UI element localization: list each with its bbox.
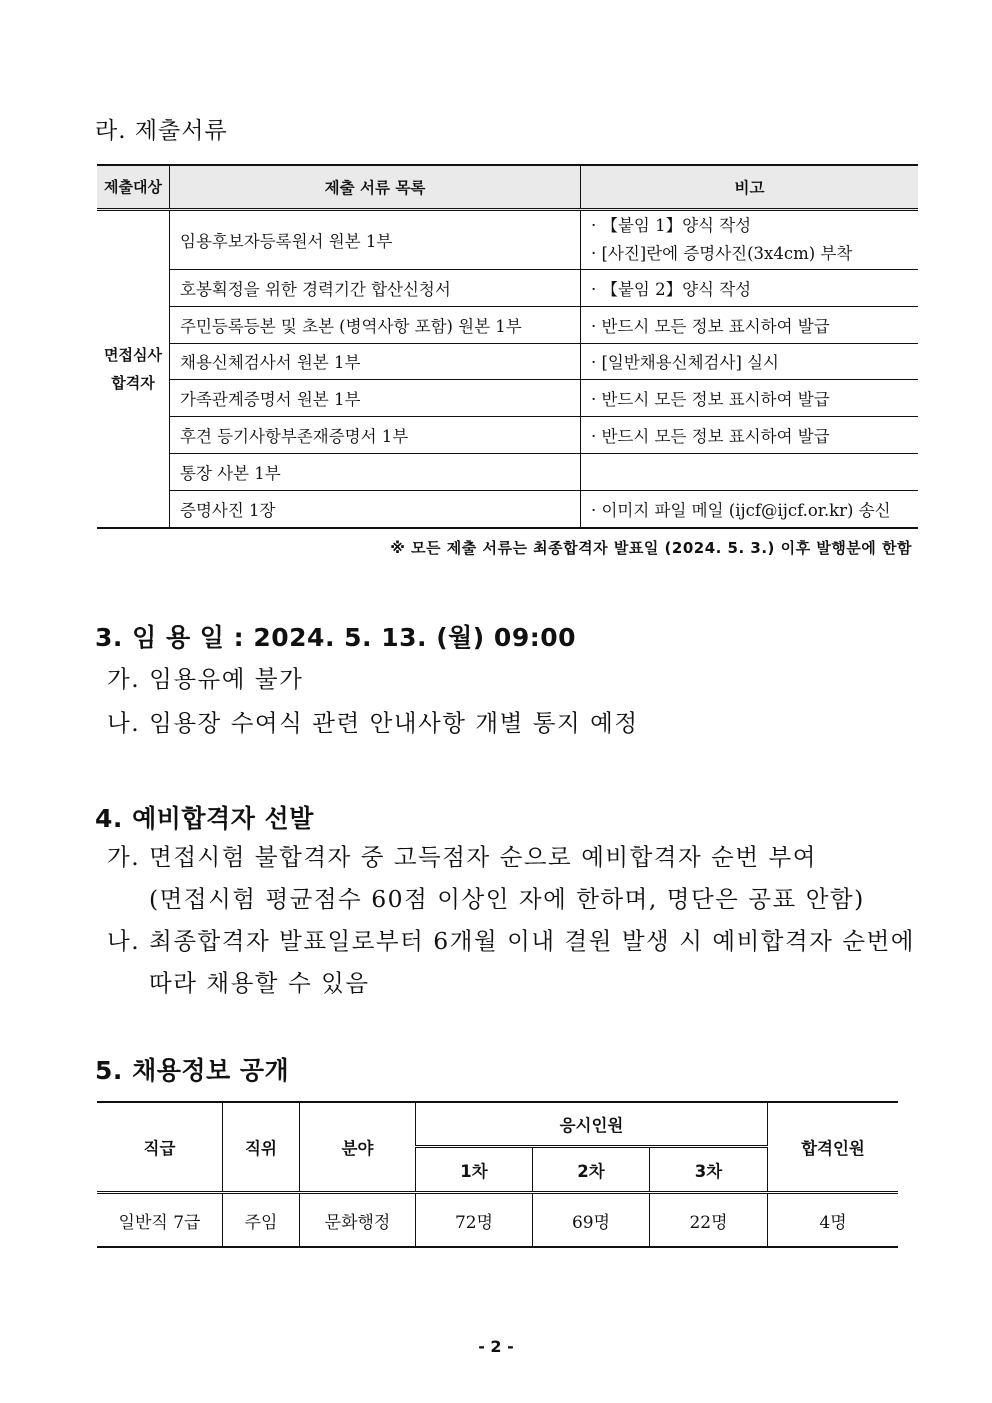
cell-field: 문화행정 <box>300 1193 416 1248</box>
page-number: - 2 - <box>478 1337 514 1356</box>
cell-position: 주임 <box>223 1193 300 1248</box>
table-row <box>97 210 918 270</box>
table-row <box>97 453 918 490</box>
doc-cell: 주민등록등본 및 초본 (병역사항 포함) 원본 1부 <box>170 306 581 343</box>
target-line-1: 면접심사 <box>104 345 162 364</box>
doc-cell: 호봉획정을 위한 경력기간 합산신청서 <box>170 270 581 307</box>
list-item: 나. 임용장 수여식 관련 안내사항 개별 통지 예정 <box>107 709 639 737</box>
doc-cell: 증명사진 1장 <box>170 490 581 527</box>
header-field: 분야 <box>300 1102 416 1193</box>
header-applicants: 응시인원 <box>416 1102 768 1147</box>
section-4-heading: 4. 예비합격자 선발 <box>95 804 314 833</box>
doc-cell: 후견 등기사항부존재증명서 1부 <box>170 417 581 454</box>
header-target: 제출대상 <box>97 165 170 210</box>
note-cell <box>581 453 919 490</box>
note-cell <box>581 210 919 270</box>
list-item-cont: 따라 채용할 수 있음 <box>149 969 370 997</box>
note-cell: · [일반채용신체검사] 실시 <box>581 343 919 380</box>
doc-cell: 채용신체검사서 원본 1부 <box>170 343 581 380</box>
header-round-3: 3차 <box>650 1147 768 1193</box>
table-row <box>97 417 918 454</box>
target-cell <box>97 210 170 528</box>
header-grade: 직급 <box>97 1102 223 1193</box>
cell-round-1: 72명 <box>416 1193 533 1248</box>
cell-round-2: 69명 <box>533 1193 650 1248</box>
table-row <box>97 343 918 380</box>
header-round-2: 2차 <box>533 1147 650 1193</box>
doc-cell: 가족관계증명서 원본 1부 <box>170 380 581 417</box>
header-round-1: 1차 <box>416 1147 533 1193</box>
list-item: 나. 최종합격자 발표일로부터 6개월 이내 결원 발생 시 예비합격자 순번에 <box>107 927 915 955</box>
cell-round-3: 22명 <box>650 1193 768 1248</box>
note-cell: · 반드시 모든 정보 표시하여 발급 <box>581 380 919 417</box>
documents-table <box>97 164 918 529</box>
cell-passed: 4명 <box>768 1193 899 1248</box>
table-row <box>97 1193 898 1248</box>
list-item: 가. 임용유예 불가 <box>107 665 304 693</box>
note-cell: · 【붙임 2】양식 작성 <box>581 270 919 307</box>
note-cell: · 반드시 모든 정보 표시하여 발급 <box>581 417 919 454</box>
recruitment-stats-table <box>97 1101 898 1248</box>
header-docs: 제출 서류 목록 <box>170 165 581 210</box>
section-5-heading: 5. 채용정보 공개 <box>95 1056 290 1085</box>
documents-table-header <box>97 165 918 210</box>
target-line-2: 합격자 <box>111 373 155 392</box>
section-docs-label: 라. 제출서류 <box>95 118 228 144</box>
section-4-list <box>107 836 915 1004</box>
table-row <box>97 490 918 527</box>
section-3-heading: 3. 임 용 일 : 2024. 5. 13. (월) 09:00 <box>95 623 577 652</box>
documents-footnote: ※ 모든 제출 서류는 최종합격자 발표일 (2024. 5. 3.) 이후 발행분에 한함 <box>390 539 912 557</box>
cell-grade: 일반직 7급 <box>97 1193 223 1248</box>
table-row <box>97 270 918 307</box>
section-3-list <box>107 658 639 744</box>
doc-cell: 임용후보자등록원서 원본 1부 <box>170 210 581 270</box>
stats-header-row <box>97 1102 898 1147</box>
table-row <box>97 306 918 343</box>
list-item-sub: (면접시험 평균점수 60점 이상인 자에 한하며, 명단은 공표 안함) <box>149 885 865 913</box>
header-position: 직위 <box>223 1102 300 1193</box>
header-passed: 합격인원 <box>768 1102 899 1193</box>
list-item: 가. 면접시험 불합격자 중 고득점자 순으로 예비합격자 순번 부여 <box>107 843 817 871</box>
header-note: 비고 <box>581 165 919 210</box>
note-line: · 【붙임 1】양식 작성 <box>591 216 752 235</box>
note-line: · [사진]란에 증명사진(3x4cm) 부착 <box>591 244 853 263</box>
note-cell: · 이미지 파일 메일 (ijcf@ijcf.or.kr) 송신 <box>581 490 919 527</box>
note-cell: · 반드시 모든 정보 표시하여 발급 <box>581 306 919 343</box>
doc-cell: 통장 사본 1부 <box>170 453 581 490</box>
table-row <box>97 380 918 417</box>
